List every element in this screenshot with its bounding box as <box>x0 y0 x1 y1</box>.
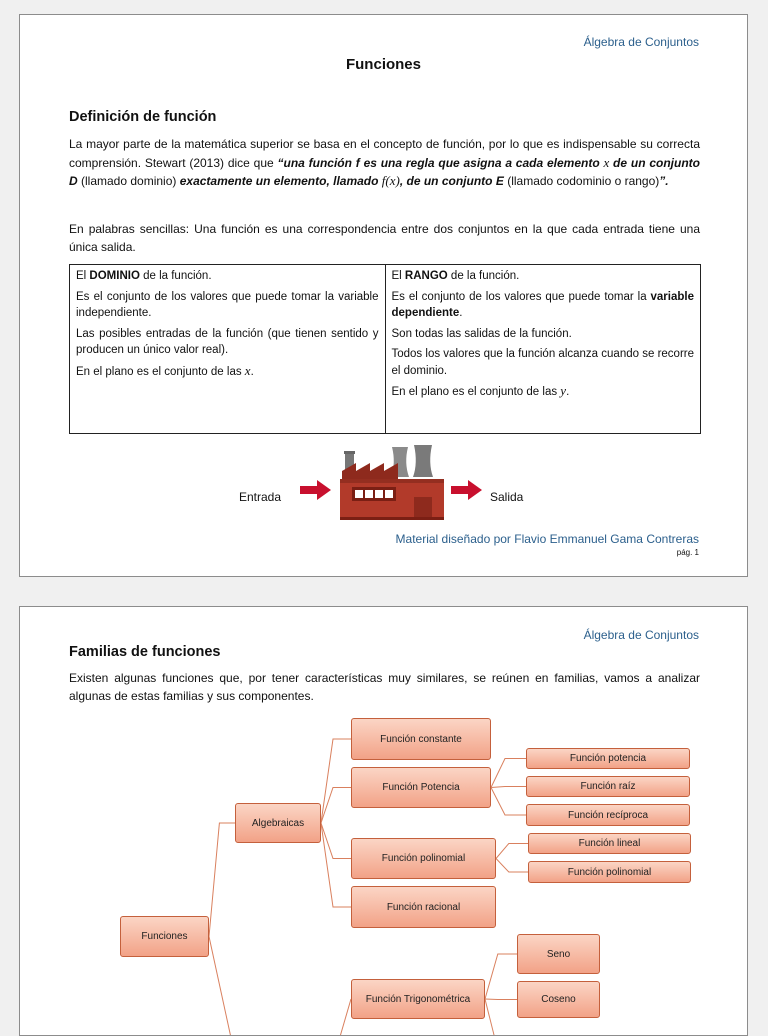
author-credit: Material diseñado por Flavio Emmanuel Gama Contreras <box>396 532 699 546</box>
connector-line <box>496 859 528 873</box>
math-expression: f(x) <box>382 173 400 188</box>
definition-paragraph <box>69 136 700 191</box>
intro-paragraph: Existen algunas funciones que, por tener características muy similares, se reúnen en familias, vamos a analizar algunas de estas familias y sus componentes. <box>69 670 700 705</box>
quote-text: es una regla que asigna a cada elemento <box>360 156 604 170</box>
page-number: pág. 1 <box>677 548 699 557</box>
connector-line <box>337 999 351 1036</box>
section-heading: Definición de función <box>69 109 216 125</box>
connector-line <box>496 844 528 859</box>
domain-text-2: Las posibles entradas de la función (que tienen sentido y producen un único valor real). <box>76 326 379 359</box>
connector-line <box>491 787 526 788</box>
range-heading: El RANGO de la función. <box>392 268 695 285</box>
range-cell <box>385 265 701 434</box>
node-funcion-potencia-group: Función Potencia <box>351 767 491 808</box>
page-title: Funciones <box>20 56 747 73</box>
right-arrow-icon <box>451 479 483 501</box>
connector-line <box>209 937 233 1036</box>
quote-text: ”. <box>659 174 668 188</box>
connector-line <box>491 788 526 816</box>
quote-text: E <box>496 174 504 188</box>
connector-line <box>485 999 497 1036</box>
section-heading: Familias de funciones <box>69 644 221 660</box>
output-label: Salida <box>490 490 523 504</box>
node-funcion-lineal: Función lineal <box>528 833 691 854</box>
node-algebraicas: Algebraicas <box>235 803 321 843</box>
connector-line <box>209 823 235 937</box>
node-funcion-constante: Función constante <box>351 718 491 760</box>
quote-text: de un conjunto <box>609 156 700 170</box>
quote-text: “una función <box>277 156 355 170</box>
quote-text: exactamente un elemento, llamado <box>180 174 382 188</box>
text: (llamado codominio o rango) <box>504 174 659 188</box>
text: (llamado dominio) <box>78 174 180 188</box>
range-text-2: Son todas las salidas de la función. <box>392 326 695 343</box>
page-header: Álgebra de Conjuntos <box>584 35 699 49</box>
simple-definition-paragraph: En palabras sencillas: Una función es una correspondencia entre dos conjuntos en la que cada entrada tiene una única salida. <box>69 221 700 256</box>
node-funcion-racional: Función racional <box>351 886 496 928</box>
input-label: Entrada <box>239 490 281 504</box>
node-funcion-polinomial: Función polinomial <box>528 861 691 883</box>
node-funcion-trigonometrica: Función Trigonométrica <box>351 979 485 1019</box>
node-funcion-reciproca: Función recíproca <box>526 804 690 826</box>
text: La mayor parte de la matemática superior se basa en el concepto de función, por lo que es indispensable su correcta comprensión. Stewart (2013) dice que <box>69 137 700 170</box>
quote-text: f <box>356 156 360 170</box>
factory-icon <box>340 441 452 521</box>
range-text-1: Es el conjunto de los valores que puede tomar la variable dependiente. <box>392 289 695 322</box>
page-header: Álgebra de Conjuntos <box>584 628 699 642</box>
math-variable: x <box>603 155 609 170</box>
node-funciones: Funciones <box>120 916 209 957</box>
node-funcion-polinomial-group: Función polinomial <box>351 838 496 879</box>
connector-line <box>485 954 517 999</box>
domain-text-3: En el plano es el conjunto de las x. <box>76 363 379 381</box>
right-arrow-icon <box>300 479 332 501</box>
range-text-3: Todos los valores que la función alcanza cuando se recorre el dominio. <box>392 346 695 379</box>
connector-line <box>485 999 517 1000</box>
domain-range-table <box>69 264 701 434</box>
range-text-4: En el plano es el conjunto de las y. <box>392 383 695 401</box>
domain-text-1: Es el conjunto de los valores que puede tomar la variable independiente. <box>76 289 379 322</box>
node-funcion-potencia: Función potencia <box>526 748 690 769</box>
quote-text: , de un conjunto <box>400 174 496 188</box>
node-seno: Seno <box>517 934 600 974</box>
node-coseno: Coseno <box>517 981 600 1018</box>
node-funcion-raiz: Función raíz <box>526 776 690 797</box>
quote-text: D <box>69 174 78 188</box>
connector-line <box>491 759 526 788</box>
domain-cell <box>70 265 386 434</box>
domain-heading: El DOMINIO de la función. <box>76 268 379 285</box>
document-page-1 <box>19 14 748 577</box>
document-page-2 <box>19 606 748 1036</box>
